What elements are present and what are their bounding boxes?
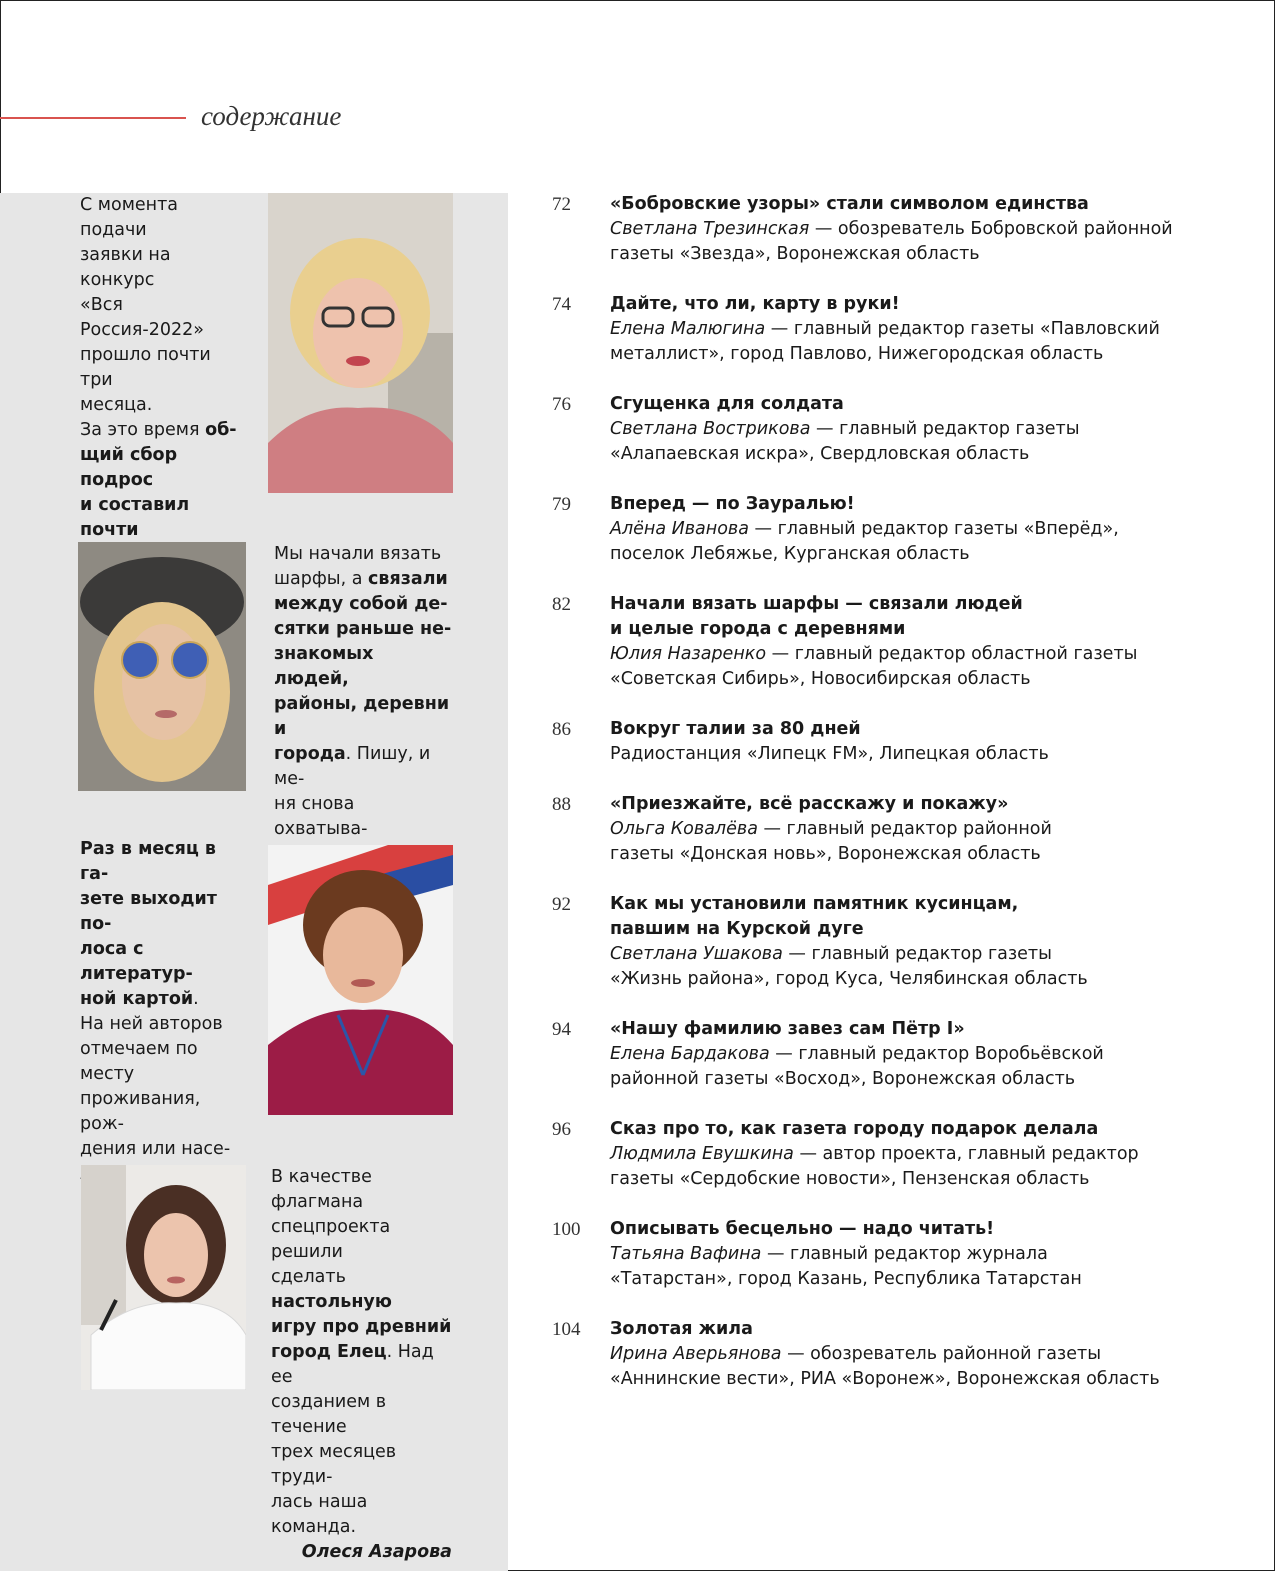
- quote-line: [80, 418, 246, 443]
- toc-page-number: 72: [552, 194, 571, 215]
- quote-text: месяца.: [80, 395, 153, 415]
- quote-bold-text: ной картой: [80, 989, 194, 1009]
- quote-text: проживания, рож-: [80, 1089, 201, 1134]
- toc-description-line: [610, 1367, 1240, 1392]
- quote-text: В качестве флагмана: [271, 1167, 372, 1212]
- toc-title: «Нашу фамилию завез сам Пётр I»: [610, 1019, 965, 1039]
- quote-line: [271, 1440, 452, 1490]
- toc-title: «Бобровские узоры» стали символом единства: [610, 194, 1089, 214]
- quote-line: [80, 193, 246, 243]
- toc-description-line: [610, 1267, 1240, 1292]
- toc-description: «Татарстан», город Казань, Республика Татарстан: [610, 1269, 1082, 1289]
- toc-description-line: [610, 542, 1240, 567]
- toc-author: Светлана Трезинская: [610, 219, 810, 239]
- toc-description-line: [610, 667, 1240, 692]
- quote-text: На ней авторов: [80, 1014, 223, 1034]
- toc-title: Описывать бесцельно — надо читать!: [610, 1219, 995, 1239]
- quote-author: Олеся Азарова: [301, 1542, 452, 1562]
- quote-text: прошло почти три: [80, 345, 211, 390]
- toc-author: Ирина Аверьянова: [610, 1344, 782, 1364]
- toc-title: павшим на Курской дуге: [610, 919, 864, 939]
- section-title: содержание: [201, 101, 342, 131]
- quote-text: созданием в течение: [271, 1392, 387, 1437]
- quote-bold-text: города: [274, 744, 346, 764]
- quote-line: [271, 1340, 452, 1390]
- quote-line: [274, 642, 452, 692]
- photo-elena-malyugina: [268, 845, 453, 1115]
- toc-description-line: [610, 1142, 1240, 1167]
- toc-page-number: 100: [552, 1219, 581, 1240]
- toc-description: газеты «Донская новь», Воронежская область: [610, 844, 1041, 864]
- quote-line: [80, 293, 246, 343]
- toc-description-line: [610, 1342, 1240, 1367]
- toc-description: — главный редактор газеты «Вперёд»,: [748, 519, 1119, 539]
- toc-title: Сгущенка для солдата: [610, 394, 844, 414]
- quote-line: [80, 343, 246, 393]
- quote-text: лась наша команда.: [271, 1492, 368, 1537]
- quote-text: За это время: [80, 420, 206, 440]
- quote-line: [271, 1390, 452, 1440]
- toc-description: металлист», город Павлово, Нижегородская область: [610, 344, 1104, 364]
- quote-line: [80, 987, 246, 1012]
- quote-text: «Вся Россия-2022»: [80, 295, 204, 340]
- quote-text: шарфы, а: [274, 569, 369, 589]
- toc-title: Начали вязать шарфы — связали людей: [610, 594, 1023, 614]
- toc-author: Юлия Назаренко: [610, 644, 767, 664]
- quote-text: отмечаем по месту: [80, 1039, 198, 1084]
- quote-text: С момента подачи: [80, 195, 179, 240]
- quote-line: [80, 1087, 246, 1137]
- toc-description: — главный редактор областной газеты: [766, 644, 1138, 664]
- toc-description: — главный редактор Воробьёвской: [769, 1044, 1104, 1064]
- toc-description-line: [610, 242, 1240, 267]
- quote-text: .: [193, 989, 199, 1009]
- quote-line: [80, 443, 246, 493]
- toc-description: — главный редактор журнала: [761, 1244, 1048, 1264]
- quote-line: [80, 393, 246, 418]
- toc-description: «Аннинские вести», РИА «Воронеж», Воронежская область: [610, 1369, 1160, 1389]
- toc-description: газеты «Сердобские новости», Пензенская область: [610, 1169, 1090, 1189]
- toc-description-line: [610, 1042, 1240, 1067]
- quote-text: трех месяцев труди-: [271, 1442, 397, 1487]
- toc-description-line: [610, 942, 1240, 967]
- quote-line: [80, 887, 246, 937]
- toc-description: газеты «Звезда», Воронежская область: [610, 244, 980, 264]
- toc-title: Вперед — по Зауралью!: [610, 494, 855, 514]
- toc-description: — главный редактор районной: [757, 819, 1052, 839]
- toc-page-number: 94: [552, 1019, 571, 1040]
- quote-bold-text: щий сбор подрос: [80, 445, 178, 490]
- toc-author: Алёна Иванова: [610, 519, 749, 539]
- quote-bold-text: связали: [368, 569, 448, 589]
- toc-description-line: [610, 967, 1240, 992]
- toc-description-line: [610, 817, 1240, 842]
- toc-page-number: 74: [552, 294, 571, 315]
- quote-text: Мы начали вязать: [274, 544, 442, 564]
- toc-author: Елена Бардакова: [610, 1044, 770, 1064]
- quote-line: [80, 1012, 246, 1037]
- quote-line: [274, 617, 452, 642]
- quote-bold-text: об-: [205, 420, 237, 440]
- toc-description-line: [610, 517, 1240, 542]
- toc-page-number: 82: [552, 594, 571, 615]
- quote-bold-text: знакомых людей,: [274, 644, 374, 689]
- toc-description: «Жизнь района», город Куса, Челябинская область: [610, 969, 1088, 989]
- quote-line: [80, 243, 246, 293]
- quote-bold-text: город Елец: [271, 1342, 387, 1362]
- toc-page-number: 76: [552, 394, 571, 415]
- quote-text: . Над ее: [271, 1342, 434, 1387]
- quote-bold-text: Раз в месяц в га-: [80, 839, 216, 884]
- toc-description-line: [610, 642, 1240, 667]
- toc-description-line: [610, 442, 1240, 467]
- toc-description: Радиостанция «Липецк FM», Липецкая область: [610, 744, 1049, 764]
- toc-description: — обозреватель районной газеты: [781, 1344, 1102, 1364]
- quote-text: спецпроекта решили: [271, 1217, 391, 1262]
- header-rule: [0, 117, 186, 119]
- quote-line: [274, 792, 452, 842]
- quote-bold-text: зете выходит по-: [80, 889, 217, 934]
- toc-author: Светлана Вострикова: [610, 419, 811, 439]
- photo-olga-radaeva: [268, 193, 453, 493]
- toc-description-line: [610, 1167, 1240, 1192]
- quote-text: сделать: [271, 1267, 346, 1287]
- quote-line: [274, 742, 452, 792]
- quote-bold-text: районы, деревни и: [274, 694, 450, 739]
- toc-description-line: [610, 1242, 1240, 1267]
- toc-description: — автор проекта, главный редактор: [793, 1144, 1139, 1164]
- toc-description: районной газеты «Восход», Воронежская область: [610, 1069, 1076, 1089]
- toc-description-line: [610, 742, 1240, 767]
- toc-description: — главный редактор газеты «Павловский: [765, 319, 1160, 339]
- quote-line: [271, 1490, 452, 1540]
- toc-description-line: [610, 1067, 1240, 1092]
- toc-author: Елена Малюгина: [610, 319, 766, 339]
- quote-line: [80, 1137, 246, 1162]
- quote-line: [274, 592, 452, 617]
- toc-page-number: 104: [552, 1319, 581, 1340]
- toc-page-number: 92: [552, 894, 571, 915]
- toc-page-number: 88: [552, 794, 571, 815]
- toc-page-number: 86: [552, 719, 571, 740]
- toc-description: «Алапаевская искра», Свердловская область: [610, 444, 1030, 464]
- toc-title: Сказ про то, как газета городу подарок делала: [610, 1119, 1099, 1139]
- quote-bold-text: лоса с литератур-: [80, 939, 193, 984]
- quote-line: [80, 837, 246, 887]
- toc-title: Золотая жила: [610, 1319, 753, 1339]
- quote-text: дения или насе-: [80, 1139, 231, 1159]
- toc-description-line: [610, 317, 1240, 342]
- toc-author: Светлана Ушакова: [610, 944, 783, 964]
- toc-title: Вокруг талии за 80 дней: [610, 719, 861, 739]
- toc-title: «Приезжайте, всё расскажу и покажу»: [610, 794, 1009, 814]
- toc-description: поселок Лебяжье, Курганская область: [610, 544, 970, 564]
- quote-line: [271, 1265, 452, 1315]
- toc-description-line: [610, 217, 1240, 242]
- quote-text: заявки на конкурс: [80, 245, 171, 290]
- quote-line: [274, 567, 452, 592]
- quote-line: [274, 692, 452, 742]
- toc-author: Людмила Евушкина: [610, 1144, 794, 1164]
- toc-description: «Советская Сибирь», Новосибирская область: [610, 669, 1031, 689]
- toc-description-line: [610, 842, 1240, 867]
- quote-line: [274, 542, 452, 567]
- quote-line: [80, 1037, 246, 1087]
- photo-yulia-nazarenko: [78, 542, 246, 791]
- quote-bold-text: настольную: [271, 1292, 392, 1312]
- toc-author: Татьяна Вафина: [610, 1244, 762, 1264]
- quote-bold-text: игру про древний: [271, 1317, 452, 1337]
- toc-description-line: [610, 417, 1240, 442]
- toc-description: — главный редактор газеты: [782, 944, 1052, 964]
- toc-title: и целые города с деревнями: [610, 619, 906, 639]
- quote-line: [80, 937, 246, 987]
- toc-author: Ольга Ковалёва: [610, 819, 758, 839]
- quote-bold-text: сятки раньше не-: [274, 619, 452, 639]
- quote-text: ня снова охватыва-: [274, 794, 368, 839]
- photo-olesya-azarova: [81, 1165, 246, 1390]
- quote-bold-text: между собой де-: [274, 594, 448, 614]
- quote-block-azarova: [271, 1165, 452, 1565]
- quote-line: [271, 1215, 452, 1265]
- toc-title: Как мы установили памятник кусинцам,: [610, 894, 1019, 914]
- quote-line: [271, 1165, 452, 1215]
- toc-page-number: 79: [552, 494, 571, 515]
- quote-line: [271, 1315, 452, 1340]
- toc-title: Дайте, что ли, карту в руки!: [610, 294, 900, 314]
- toc-description: — главный редактор газеты: [810, 419, 1080, 439]
- quote-line: [80, 493, 246, 543]
- toc-description: — обозреватель Бобровской районной: [809, 219, 1173, 239]
- toc-description-line: [610, 342, 1240, 367]
- quote-bold-text: и составил почти: [80, 495, 190, 540]
- toc-page-number: 96: [552, 1119, 571, 1140]
- quote-text: . Пишу, и ме-: [274, 744, 431, 789]
